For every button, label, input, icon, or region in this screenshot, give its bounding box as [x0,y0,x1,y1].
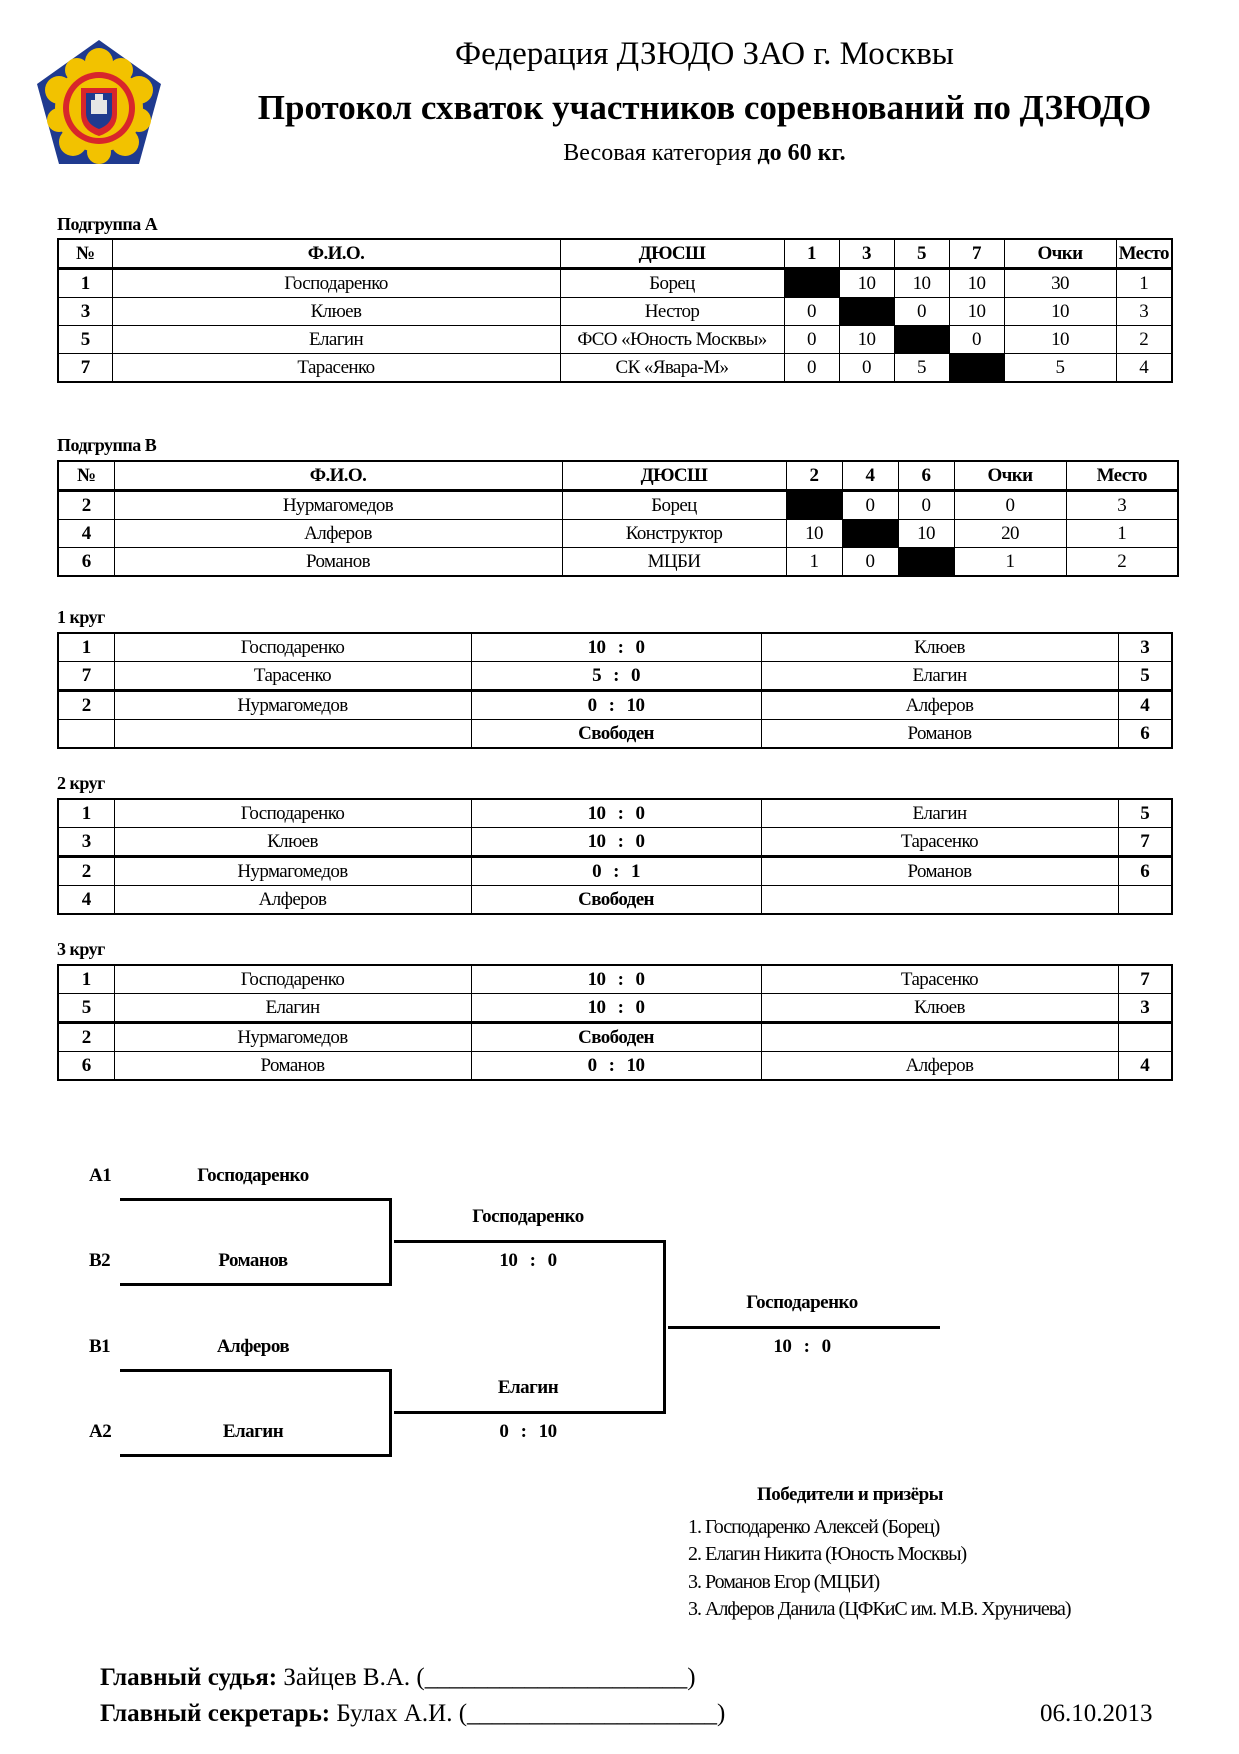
col-header-points: Очки [1004,239,1116,269]
semi-score: 0 : 10 [499,1421,557,1442]
table-row [58,1052,1172,1081]
cell-school: ФСО «Юность Москвы» [560,326,784,354]
bracket-line [120,1198,392,1201]
cell-result: 0 : 10 [471,1052,761,1081]
bracket-line [394,1240,666,1243]
cell-fighter: Нурмагомедов [114,857,471,886]
cell-fighter: Елагин [114,994,471,1023]
col-header-opponent: 1 [784,239,839,269]
col-header-name: Ф.И.О. [112,239,560,269]
cell-number: 3 [58,298,112,326]
group-b-header-row [58,461,1178,491]
cell-number: 1 [58,799,114,828]
winner-entry: 1. Господаренко Алексей (Борец) [688,1516,940,1538]
cell-place: 3 [1066,491,1178,520]
cell-self-blank [949,354,1004,383]
cell-self-blank [898,548,954,577]
cell-number: 2 [58,691,114,720]
table-row [58,520,1178,548]
cell-school: Конструктор [562,520,786,548]
round-table [57,798,1173,915]
cell-score: 10 [839,326,894,354]
col-header-opponent: 7 [949,239,1004,269]
cell-number: 1 [58,965,114,994]
col-header-opponent: 4 [842,461,898,491]
cell-school: МЦБИ [562,548,786,577]
cell-result: 10 : 0 [471,799,761,828]
document-title: Протокол схваток участников соревнований по ДЗЮДО [257,88,1152,127]
cell-opponent: Елагин [761,662,1118,691]
cell-opponent-number: 6 [1118,857,1172,886]
col-header-opponent: 6 [898,461,954,491]
cell-opponent-number [1118,1023,1172,1052]
cell-self-blank [784,269,839,298]
group-a-caption: Подгруппа А [57,214,158,234]
cell-score: 10 [949,298,1004,326]
semi-score: 10 : 0 [499,1250,557,1271]
cell-score: 0 [784,354,839,383]
cell-score: 10 [898,520,954,548]
table-row [58,857,1172,886]
cell-number: 6 [58,548,114,577]
cell-opponent: Романов [761,857,1118,886]
cell-opponent [761,1023,1118,1052]
cell-points: 20 [954,520,1066,548]
cell-fighter: Клюев [114,828,471,857]
cell-fighter: Нурмагомедов [114,1023,471,1052]
cell-number [58,720,114,749]
cell-fighter: Господаренко [114,799,471,828]
cell-opponent: Тарасенко [761,828,1118,857]
cell-number: 4 [58,886,114,915]
cell-result: 10 : 0 [471,994,761,1023]
cell-score: 1 [786,548,842,577]
weight-category-prefix: Весовая категория [563,140,752,166]
cell-opponent: Тарасенко [761,965,1118,994]
table-row [58,491,1178,520]
cell-points: 10 [1004,326,1116,354]
table-row [58,994,1172,1023]
cell-name: Нурмагомедов [114,491,562,520]
cell-score: 10 [949,269,1004,298]
col-header-number: № [58,239,112,269]
organization-name: Федерация ДЗЮДО ЗАО г. Москвы [455,36,954,72]
cell-place: 1 [1066,520,1178,548]
cell-result: 5 : 0 [471,662,761,691]
cell-score: 0 [842,491,898,520]
table-row [58,965,1172,994]
winner-entry: 2. Елагин Никита (Юность Москвы) [688,1543,967,1565]
cell-place: 3 [1116,298,1172,326]
cell-number: 1 [58,269,112,298]
cell-number: 2 [58,857,114,886]
table-row [58,828,1172,857]
cell-place: 2 [1116,326,1172,354]
cell-number: 3 [58,828,114,857]
weight-category [0,140,1239,167]
cell-score: 0 [842,548,898,577]
final-winner: Господаренко [746,1292,858,1313]
cell-fighter: Господаренко [114,633,471,662]
col-header-school: ДЮСШ [560,239,784,269]
cell-number: 5 [58,326,112,354]
cell-score: 0 [839,354,894,383]
cell-name: Тарасенко [112,354,560,383]
seed-label: А2 [89,1421,112,1442]
col-header-opponent: 3 [839,239,894,269]
col-header-opponent: 2 [786,461,842,491]
bracket-line [389,1198,392,1286]
cell-number: 7 [58,354,112,383]
cell-result: Свободен [471,720,761,749]
cell-opponent-number: 5 [1118,799,1172,828]
bracket-line [120,1283,392,1286]
cell-fighter [114,720,471,749]
col-header-school: ДЮСШ [562,461,786,491]
cell-opponent: Алферов [761,691,1118,720]
cell-score: 10 [786,520,842,548]
seed-label: В1 [89,1336,111,1357]
cell-score: 0 [784,326,839,354]
seed-name: Алферов [216,1336,290,1357]
cell-score: 0 [894,298,949,326]
cell-opponent: Елагин [761,799,1118,828]
chief-secretary-value: Булах А.И. (____________________) [336,1700,726,1727]
cell-opponent-number: 6 [1118,720,1172,749]
chief-judge-label: Главный судья: [100,1664,278,1691]
cell-score: 0 [949,326,1004,354]
group-a-header-row [58,239,1172,269]
table-row [58,720,1172,749]
cell-number: 2 [58,1023,114,1052]
winners-title: Победители и призёры [756,1484,944,1505]
chief-judge [100,1664,696,1692]
seed-name: Романов [218,1250,288,1271]
table-row [58,662,1172,691]
cell-number: 7 [58,662,114,691]
cell-fighter: Господаренко [114,965,471,994]
cell-score: 10 [894,269,949,298]
cell-opponent-number: 7 [1118,965,1172,994]
round-caption: 1 круг [57,607,105,627]
round-caption: 3 круг [57,939,105,959]
chief-judge-value: Зайцев В.А. (_____________________) [283,1664,696,1691]
cell-result: 0 : 1 [471,857,761,886]
cell-name: Клюев [112,298,560,326]
group-b-caption: Подгруппа В [57,435,157,455]
group-a-table [57,238,1173,383]
cell-self-blank [839,298,894,326]
bracket-line [389,1369,392,1457]
col-header-name: Ф.И.О. [114,461,562,491]
cell-opponent-number: 4 [1118,691,1172,720]
cell-name: Елагин [112,326,560,354]
cell-points: 30 [1004,269,1116,298]
cell-fighter: Романов [114,1052,471,1081]
cell-result: 0 : 10 [471,691,761,720]
seed-label: А1 [89,1165,112,1186]
cell-opponent: Алферов [761,1052,1118,1081]
cell-opponent-number [1118,886,1172,915]
col-header-place: Место [1066,461,1178,491]
table-row [58,886,1172,915]
table-row [58,298,1172,326]
table-row [58,799,1172,828]
col-header-number: № [58,461,114,491]
cell-points: 0 [954,491,1066,520]
cell-place: 1 [1116,269,1172,298]
seed-name: Господаренко [197,1165,309,1186]
bracket-line [394,1411,666,1414]
table-row [58,269,1172,298]
cell-score: 5 [894,354,949,383]
cell-result: 10 : 0 [471,633,761,662]
document-date: 06.10.2013 [1040,1700,1153,1727]
cell-name: Алферов [114,520,562,548]
cell-number: 4 [58,520,114,548]
table-row [58,1023,1172,1052]
cell-result: 10 : 0 [471,828,761,857]
table-row [58,354,1172,383]
cell-points: 10 [1004,298,1116,326]
chief-secretary-label: Главный секретарь: [100,1700,331,1727]
cell-opponent: Клюев [761,994,1118,1023]
round-table [57,964,1173,1081]
chief-secretary [100,1700,725,1728]
semi-winner: Господаренко [472,1206,584,1227]
cell-school: Борец [560,269,784,298]
winner-entry: 3. Романов Егор (МЦБИ) [688,1571,880,1593]
cell-name: Романов [114,548,562,577]
cell-result: Свободен [471,886,761,915]
cell-points: 1 [954,548,1066,577]
cell-result: Свободен [471,1023,761,1052]
cell-self-blank [842,520,898,548]
col-header-place: Место [1116,239,1172,269]
cell-score: 0 [898,491,954,520]
cell-opponent-number: 5 [1118,662,1172,691]
cell-opponent: Клюев [761,633,1118,662]
final-score: 10 : 0 [773,1336,831,1357]
semi-winner: Елагин [497,1377,559,1398]
cell-opponent: Романов [761,720,1118,749]
cell-opponent-number: 4 [1118,1052,1172,1081]
cell-place: 2 [1066,548,1178,577]
cell-number: 2 [58,491,114,520]
table-row [58,548,1178,577]
cell-school: Нестор [560,298,784,326]
table-row [58,326,1172,354]
cell-opponent-number: 7 [1118,828,1172,857]
round-caption: 2 круг [57,773,105,793]
group-b-table [57,460,1179,577]
cell-fighter: Нурмагомедов [114,691,471,720]
cell-result: 10 : 0 [471,965,761,994]
cell-self-blank [786,491,842,520]
cell-number: 1 [58,633,114,662]
cell-place: 4 [1116,354,1172,383]
cell-score: 0 [784,298,839,326]
cell-number: 6 [58,1052,114,1081]
cell-score: 10 [839,269,894,298]
round-table [57,632,1173,749]
cell-opponent [761,886,1118,915]
col-header-points: Очки [954,461,1066,491]
seed-label: В2 [89,1250,111,1271]
bracket-line [120,1369,392,1372]
cell-fighter: Алферов [114,886,471,915]
bracket-line [663,1240,666,1414]
cell-school: Борец [562,491,786,520]
cell-self-blank [894,326,949,354]
col-header-opponent: 5 [894,239,949,269]
bracket-line [668,1326,940,1329]
bracket-line [120,1454,392,1457]
cell-opponent-number: 3 [1118,994,1172,1023]
winner-entry: 3. Алферов Данила (ЦФКиС им. М.В. Хруничева) [688,1598,1071,1620]
cell-opponent-number: 3 [1118,633,1172,662]
cell-points: 5 [1004,354,1116,383]
cell-fighter: Тарасенко [114,662,471,691]
weight-category-value: до 60 кг. [757,140,846,166]
cell-school: СК «Явара-М» [560,354,784,383]
seed-name: Елагин [222,1421,284,1442]
cell-number: 5 [58,994,114,1023]
cell-name: Господаренко [112,269,560,298]
table-row [58,633,1172,662]
table-row [58,691,1172,720]
